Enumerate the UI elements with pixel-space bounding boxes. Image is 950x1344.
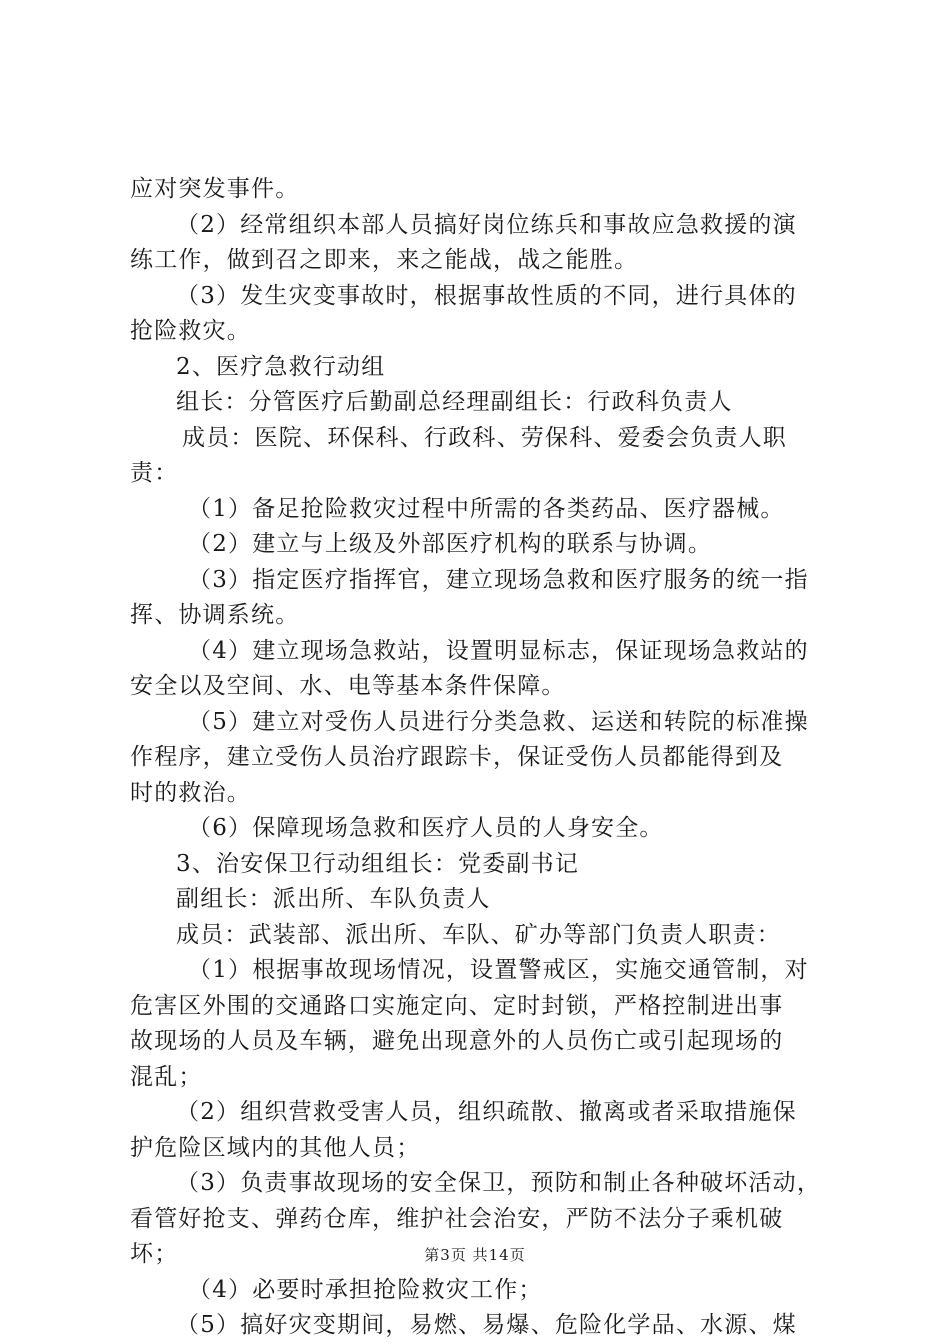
paragraph-line: 组长：分管医疗后勤副总经理副组长：行政科负责人: [176, 389, 733, 415]
paragraph-line: （2）组织营救受害人员，组织疏散、撤离或者采取措施保: [176, 1099, 797, 1125]
paragraph-line: 练工作，做到召之即来，来之能战，战之能胜。: [130, 247, 639, 273]
paragraph-line: （2）经常组织本部人员搞好岗位练兵和事故应急救援的演: [176, 211, 797, 238]
paragraph-line: 副组长：派出所、车队负责人: [176, 886, 491, 912]
page-number-footer: 第3页 共14页: [424, 1246, 526, 1264]
paragraph-line: 护危险区域内的其他人员；: [130, 1134, 421, 1161]
paragraph-line: （5）搞好灾变期间，易燃、易爆、危险化学品、水源、煤: [176, 1312, 797, 1338]
paragraph-line: 混乱；: [130, 1063, 203, 1090]
paragraph-line: （1）备足抢险救灾过程中所需的各类药品、医疗器械。: [188, 495, 785, 522]
paragraph-line: 应对突发事件。: [130, 176, 300, 202]
paragraph-line: 挥、协调系统。: [130, 602, 300, 628]
paragraph-line: （2）建立与上级及外部医疗机构的联系与协调。: [188, 531, 713, 557]
paragraph-line: （3）发生灾变事故时，根据事故性质的不同，进行具体的: [176, 282, 797, 309]
paragraph-line: 抢险救灾。: [130, 318, 251, 344]
document-body: [130, 172, 830, 1344]
paragraph-line: 危害区外围的交通路口实施定向、定时封锁，严格控制进出事: [130, 992, 784, 1019]
paragraph-line: 安全以及空间、水、电等基本条件保障。: [130, 673, 566, 699]
paragraph-line: 作程序，建立受伤人员治疗跟踪卡，保证受伤人员都能得到及: [130, 744, 784, 770]
paragraph-line: （5）建立对受伤人员进行分类急救、运送和转院的标准操: [188, 708, 809, 735]
section-heading: 3、治安保卫行动组组长：党委副书记: [176, 850, 580, 877]
paragraph-line: 责：: [130, 460, 179, 486]
paragraph-line: （4）必要时承担抢险救灾工作；: [188, 1276, 543, 1303]
paragraph-line: 时的救治。: [130, 779, 251, 806]
paragraph-line: （3）负责事故现场的安全保卫，预防和制止各种破坏活动，: [176, 1170, 822, 1196]
paragraph-line: 故现场的人员及车辆，避免出现意外的人员伤亡或引起现场的: [130, 1028, 784, 1054]
paragraph-line: 坏；: [130, 1241, 179, 1267]
section-heading: 2、医疗急救行动组: [176, 353, 386, 380]
paragraph-line: （3）指定医疗指挥官，建立现场急救和医疗服务的统一指: [188, 566, 809, 593]
paragraph-line: （4）建立现场急救站，设置明显标志，保证现场急救站的: [188, 637, 809, 664]
paragraph-line: 成员：医院、环保科、行政科、劳保科、爱委会负责人职: [182, 424, 787, 451]
paragraph-line: （1）根据事故现场情况，设置警戒区，实施交通管制，对: [188, 957, 809, 983]
paragraph-line: 看管好抢支、弹药仓库，维护社会治安，严防不法分子乘机破: [130, 1205, 784, 1232]
paragraph-line: 成员：武装部、派出所、车队、矿办等部门负责人职责：: [176, 921, 781, 948]
paragraph-line: （6）保障现场急救和医疗人员的人身安全。: [188, 815, 664, 841]
